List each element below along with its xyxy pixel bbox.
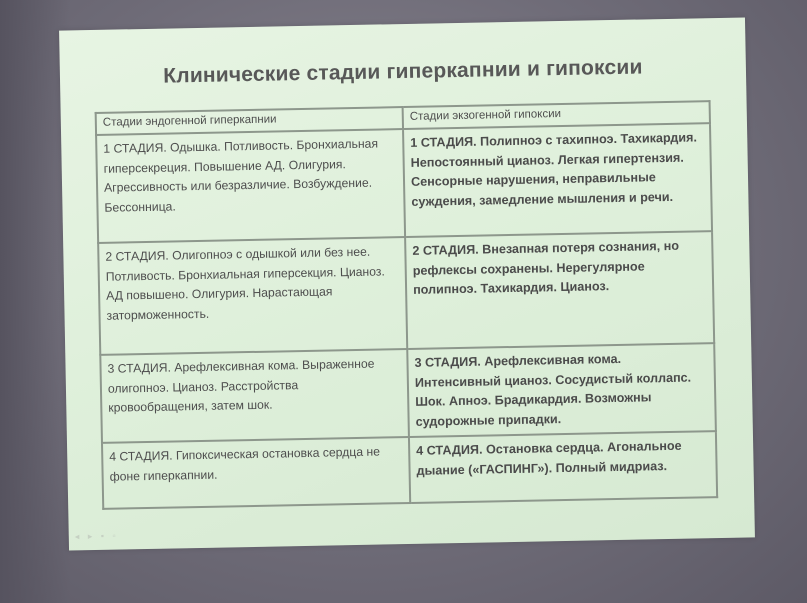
stages-table-container — [95, 100, 719, 510]
hypercapnia-stage-1-cell: 1 СТАДИЯ. Одышка. Потливость. Бронхиальная гиперсекреция. Повышение АД. Олигурия. Агрессивность или безразличие. Возбуждение. Бессонница. — [96, 129, 405, 243]
table-row — [96, 123, 712, 243]
slide-nav-controls[interactable]: ◂ ▸ ▪ ▫ — [74, 530, 119, 542]
hypercapnia-stage-3-cell: 3 СТАДИЯ. Арефлексивная кома. Выраженное олигопноэ. Цианоз. Расстройства кровообращения, затем шок. — [100, 349, 409, 443]
header-endogenous-hypercapnia: Стадии эндогенной гиперкапнии — [96, 107, 403, 135]
hypercapnia-stage-4-cell: 4 СТАДИЯ. Гипоксическая остановка сердца не фоне гиперкапнии. — [102, 437, 410, 509]
table-row — [98, 231, 714, 355]
slide-title: Клинические стадии гиперкапнии и гипоксии — [163, 55, 643, 88]
stages-table — [95, 100, 719, 510]
header-exogenous-hypoxia: Стадии экзогенной гипоксии — [403, 101, 710, 129]
hypoxia-stage-2-cell: 2 СТАДИЯ. Внезапная потеря сознания, но рефлексы сохранены. Нерегулярное полипноэ. Тахикардия. Цианоз. — [405, 231, 714, 349]
table-row — [102, 431, 717, 509]
hypercapnia-stage-2-cell: 2 СТАДИЯ. Олигопноэ с одышкой или без нее. Потливость. Бронхиальная гиперсекция. Цианоз. АД повышено. Олигурия. Нарастающая заторможенность. — [98, 237, 407, 355]
table-row — [100, 343, 716, 443]
projected-slide — [59, 17, 755, 550]
hypoxia-stage-3-cell: 3 СТАДИЯ. Арефлексивная кома. Интенсивный цианоз. Сосудистый коллапс. Шок. Апноэ. Брадикардия. Возможны судорожные припадки. — [407, 343, 716, 437]
hypoxia-stage-4-cell: 4 СТАДИЯ. Остановка сердца. Агональное дыание («ГАСПИНГ»). Полный мидриаз. — [409, 431, 717, 503]
hypoxia-stage-1-cell: 1 СТАДИЯ. Полипноэ с тахипноэ. Тахикардия. Непостоянный цианоз. Легкая гипертензия. Сенсорные нарушения, неправильные суждения, замедление мышления и речи. — [403, 123, 712, 237]
